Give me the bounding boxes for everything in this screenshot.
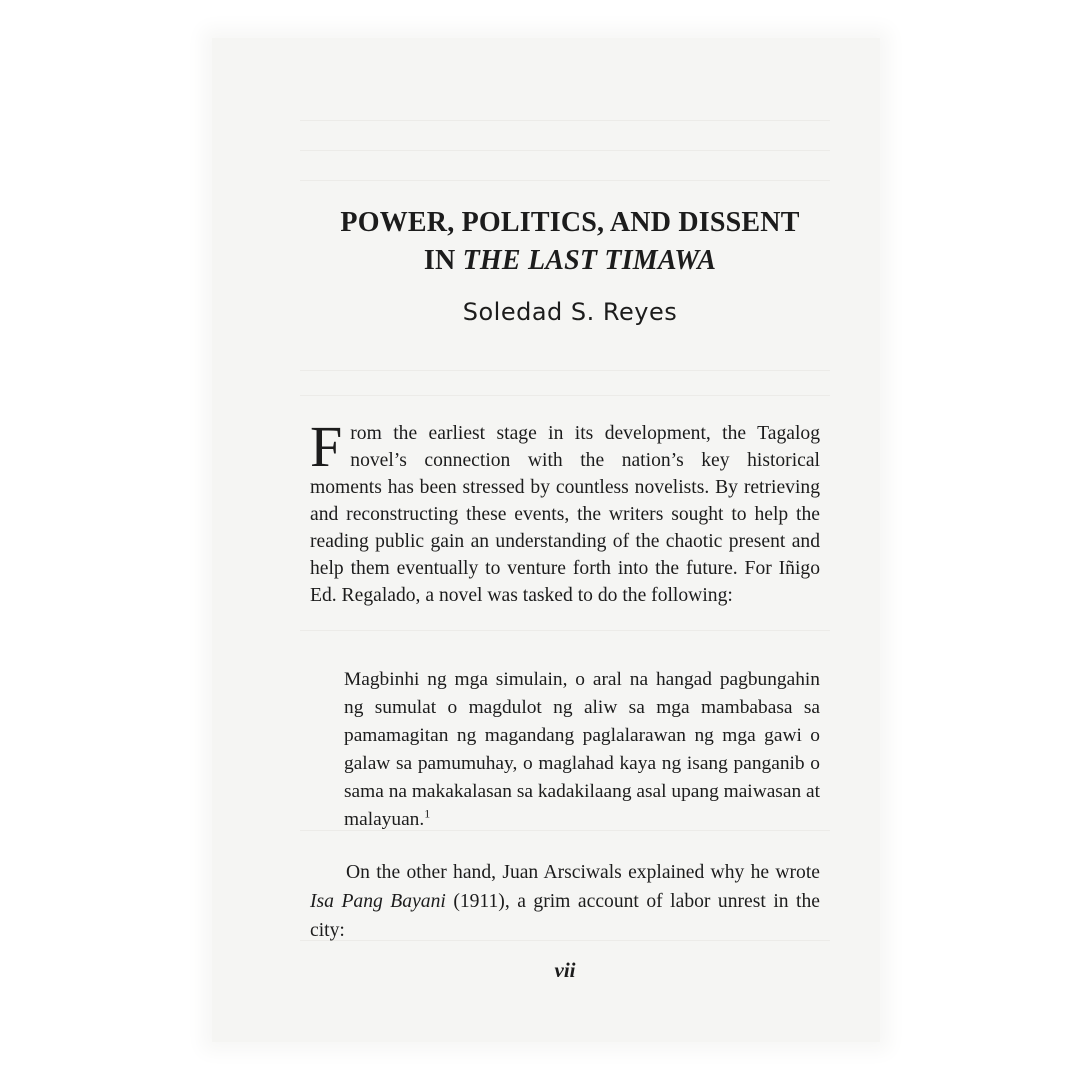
show-through-line xyxy=(300,150,830,151)
quote-text: Magbinhi ng mga simulain, o aral na hangad pagbungahin ng sumulat o magdulot ng aliw sa mga mambabasa sa pamamagitan ng magandang paglalarawan ng mga gawi o galaw sa pamumuhay, o maglahad kaya ng isang panganib o sama na makakalasan sa kadakilaang asal upang maiwasan at malayuan. xyxy=(344,669,820,830)
show-through-line xyxy=(300,180,830,181)
second-paragraph xyxy=(310,858,820,945)
chapter-title xyxy=(300,204,840,280)
chapter-title-line-1: POWER, POLITICS, AND DISSENT xyxy=(340,207,800,238)
drop-cap: F xyxy=(310,414,343,479)
intro-text: rom the earliest stage in its development, the Tagalog novel’s connection with the nation’s key historical moments has been stressed by countless novelists. By retrieving and reconstructing these events, the writers sought to help the reading public gain an understanding of the chaotic present and help them eventually to venture forth into the future. For Iñigo Ed. Regalado, a novel was tasked to do the following: xyxy=(310,423,820,606)
para2-text-before: On the other hand, Juan Arsciwals explained why he wrote xyxy=(346,862,820,883)
para2-text-after: (1911), a grim account of labor unrest in the city: xyxy=(310,891,820,941)
show-through-line xyxy=(300,120,830,121)
chapter-title-line-2 xyxy=(300,242,840,280)
novel-title: THE LAST TIMAWA xyxy=(462,245,717,276)
page-number: vii xyxy=(554,958,576,982)
book-title: Isa Pang Bayani xyxy=(310,891,446,912)
footnote-marker: 1 xyxy=(424,806,431,821)
author-name: Soledad S. Reyes xyxy=(462,298,678,326)
show-through-line xyxy=(300,395,830,396)
show-through-line xyxy=(300,630,830,631)
block-quote xyxy=(344,666,820,834)
intro-paragraph xyxy=(310,414,820,609)
show-through-line xyxy=(300,370,830,371)
chapter-title-prefix: IN xyxy=(423,245,463,276)
